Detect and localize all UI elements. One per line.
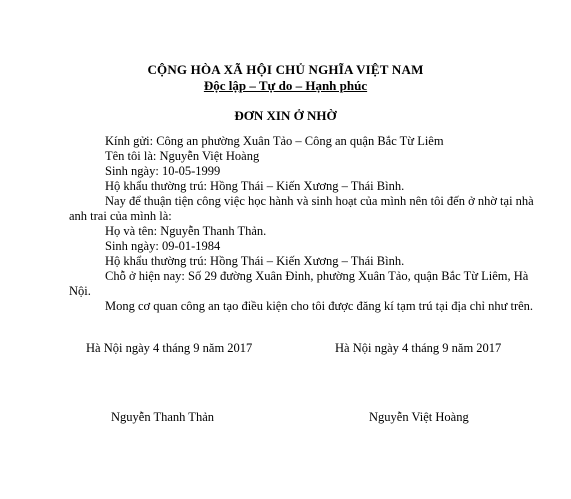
left-signature-date: Hà Nội ngày 4 tháng 9 năm 2017 <box>86 341 253 355</box>
host-residence-line: Hộ khẩu thường trú: Hồng Thái – Kiến Xương – Thái Bình. <box>105 254 405 268</box>
current-address-line-2: Nội. <box>69 284 91 298</box>
host-dob-line: Sinh ngày: 09-01-1984 <box>105 239 221 253</box>
host-name-line: Họ và tên: Nguyễn Thanh Thản. <box>105 224 267 238</box>
right-signature-name: Nguyễn Việt Hoàng <box>369 410 469 424</box>
reason-line-1: Nay để thuận tiện công việc học hành và sinh hoạt của mình nên tôi đến ở nhờ tại nhà <box>105 194 534 208</box>
current-address-line-1: Chỗ ở hiện nay: Số 29 đường Xuân Đỉnh, phường Xuân Tảo, quận Bắc Từ Liêm, Hà <box>105 269 529 283</box>
applicant-name-line: Tên tôi là: Nguyễn Việt Hoàng <box>105 149 260 163</box>
recipient-line: Kính gửi: Công an phường Xuân Tảo – Công an quận Bắc Từ Liêm <box>105 134 444 148</box>
reason-line-2: anh trai của mình là: <box>69 209 172 223</box>
applicant-dob-line: Sinh ngày: 10-05-1999 <box>105 164 221 178</box>
document-title: ĐƠN XIN Ở NHỜ <box>234 108 337 123</box>
left-signature-name: Nguyễn Thanh Thản <box>111 410 214 424</box>
applicant-residence-line: Hộ khẩu thường trú: Hồng Thái – Kiến Xương – Thái Bình. <box>105 179 405 193</box>
request-line: Mong cơ quan công an tạo điều kiện cho tôi được đăng kí tạm trú tại địa chỉ như trên. <box>105 299 534 313</box>
right-signature-date: Hà Nội ngày 4 tháng 9 năm 2017 <box>335 341 502 355</box>
national-motto: Độc lập – Tự do – Hạnh phúc <box>203 78 368 93</box>
national-title: CỘNG HÒA XÃ HỘI CHỦ NGHĨA VIỆT NAM <box>147 62 424 77</box>
